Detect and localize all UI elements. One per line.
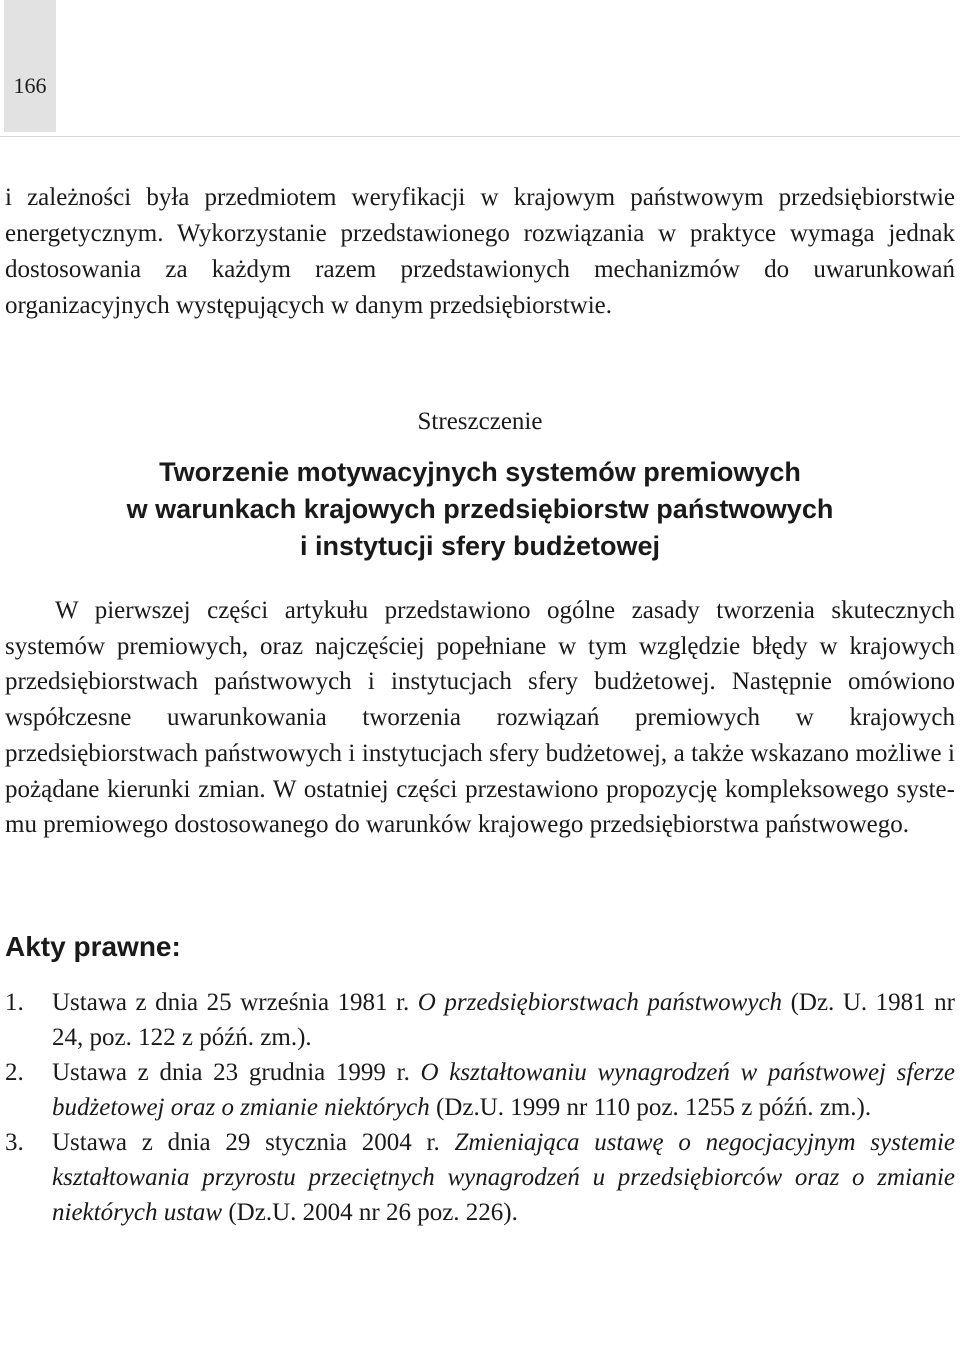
header-divider <box>0 136 960 137</box>
summary-title-line: w warunkach krajowych przedsiębiorstw państwowych <box>126 494 834 524</box>
acts-list <box>5 985 955 1230</box>
page-number-tab <box>4 0 56 132</box>
intro-paragraph: i zależności była przedmiotem weryfikacji w krajowym państwowym przedsiębiorstwie energetycznym. Wykorzystanie przedstawionego rozwiązania w praktyce wymaga jednak dostosowania za każdym razem przedstawionych mechanizmów do uwarunkowań organizacyjnych występujących w danym przedsiębiorstwie. <box>5 184 955 319</box>
act-citation: (Dz.U. 1999 nr 110 poz. 1255 z późń. zm.). <box>429 1093 872 1121</box>
act-item <box>5 985 955 1055</box>
summary-title-line: Tworzenie motywacyjnych systemów premiowych <box>159 457 801 487</box>
page-number: 166 <box>13 73 47 98</box>
act-number: 1. <box>5 988 24 1016</box>
act-prefix: Ustawa z dnia 29 stycznia 2004 r. <box>52 1128 455 1156</box>
act-title: O przedsiębiorstwach państwowych <box>417 988 783 1016</box>
act-item <box>5 1125 955 1230</box>
act-title: Zmieniająca ustawę o negocjacyjnym systemie kształtowania przyrostu przeciętnych wynagrodzeń u przedsiębiorców oraz o zmianie niektórych ustaw <box>52 1128 955 1226</box>
act-prefix: Ustawa z dnia 25 września 1981 r. <box>52 988 418 1016</box>
act-title: O kształtowaniu wynagrodzeń w państwowej sferze budżetowej oraz o zmianie niektórych <box>52 1058 955 1121</box>
act-prefix: Ustawa z dnia 23 grudnia 1999 r. <box>52 1058 421 1086</box>
summary-heading: Streszczenie <box>417 408 543 435</box>
summary-body: W pierwszej części artykułu przedstawiono ogólne zasady tworzenia skutecznych systemów premiowych, oraz najczęściej popełniane w tym względzie błędy w krajowych przedsiębiorstwach państwowych i instytucjach sfery budżetowej. Następnie omówiono współczesne uwarunkowania tworzenia rozwiązań premiowych w krajowych przedsiębiorstwach państwowych i instytucjach sfery budżetowej, a także wskazano możliwe i pożądane kierunki zmian. W ostatniej części przestawiono propozycję kompleksowego systemu premiowego dostosowanego do warunków krajowego przedsiębiorstwa państwowego. <box>5 597 955 839</box>
summary-title-line: i instytucji sfery budżetowej <box>299 531 661 561</box>
act-item <box>5 1055 955 1125</box>
page-content <box>5 180 955 1230</box>
act-citation: (Dz. U. 1981 nr 24, poz. 122 z późń. zm.). <box>52 988 955 1051</box>
summary-title <box>5 454 955 565</box>
act-citation: (Dz.U. 2004 nr 26 poz. 226). <box>222 1198 518 1226</box>
act-number: 3. <box>5 1128 24 1156</box>
act-number: 2. <box>5 1058 24 1086</box>
acts-heading: Akty prawne: <box>5 930 181 962</box>
